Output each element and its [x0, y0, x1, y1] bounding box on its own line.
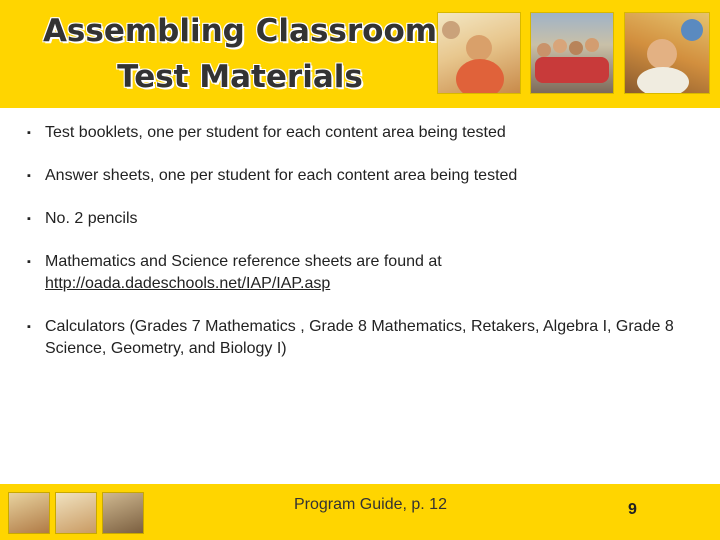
child-photo — [624, 12, 710, 94]
bullet-text: Test booklets, one per student for each content area being tested — [45, 124, 506, 141]
bullet-item — [27, 165, 697, 187]
classroom-photo — [8, 492, 50, 534]
header-band — [0, 0, 720, 108]
classroom-photo — [437, 12, 521, 94]
bullet-item — [27, 316, 697, 360]
page-number: 9 — [628, 501, 637, 518]
bullet-text: No. 2 pencils — [45, 210, 138, 227]
program-guide-reference: Program Guide, p. 12 — [294, 496, 447, 513]
child-photo — [102, 492, 144, 534]
title-line-1: Assembling Classroom — [42, 13, 438, 49]
bullet-marker: ▪ — [27, 213, 31, 225]
bullet-marker: ▪ — [27, 127, 31, 139]
reference-sheets-text: Mathematics and Science reference sheets are found at — [45, 253, 442, 270]
slide-title — [40, 8, 440, 100]
bullet-item — [27, 251, 697, 295]
bullet-item — [27, 208, 697, 230]
reference-sheets-link[interactable]: http://oada.dadeschools.net/IAP/IAP.asp — [45, 275, 331, 292]
bullet-marker: ▪ — [27, 321, 31, 333]
footer-band — [0, 484, 720, 540]
students-photo — [55, 492, 97, 534]
bullet-marker: ▪ — [27, 170, 31, 182]
students-photo — [530, 12, 614, 94]
bullet-marker: ▪ — [27, 256, 31, 268]
bullet-text: Answer sheets, one per student for each content area being tested — [45, 167, 518, 184]
bullet-text — [45, 251, 697, 295]
bullet-text: Calculators (Grades 7 Mathematics , Grade 8 Mathematics, Retakers, Algebra I, Grade 8 Science, Geometry, and Biology I) — [45, 318, 674, 357]
title-line-2: Test Materials — [117, 59, 363, 95]
bullet-item — [27, 122, 697, 144]
bullet-list — [27, 122, 697, 360]
